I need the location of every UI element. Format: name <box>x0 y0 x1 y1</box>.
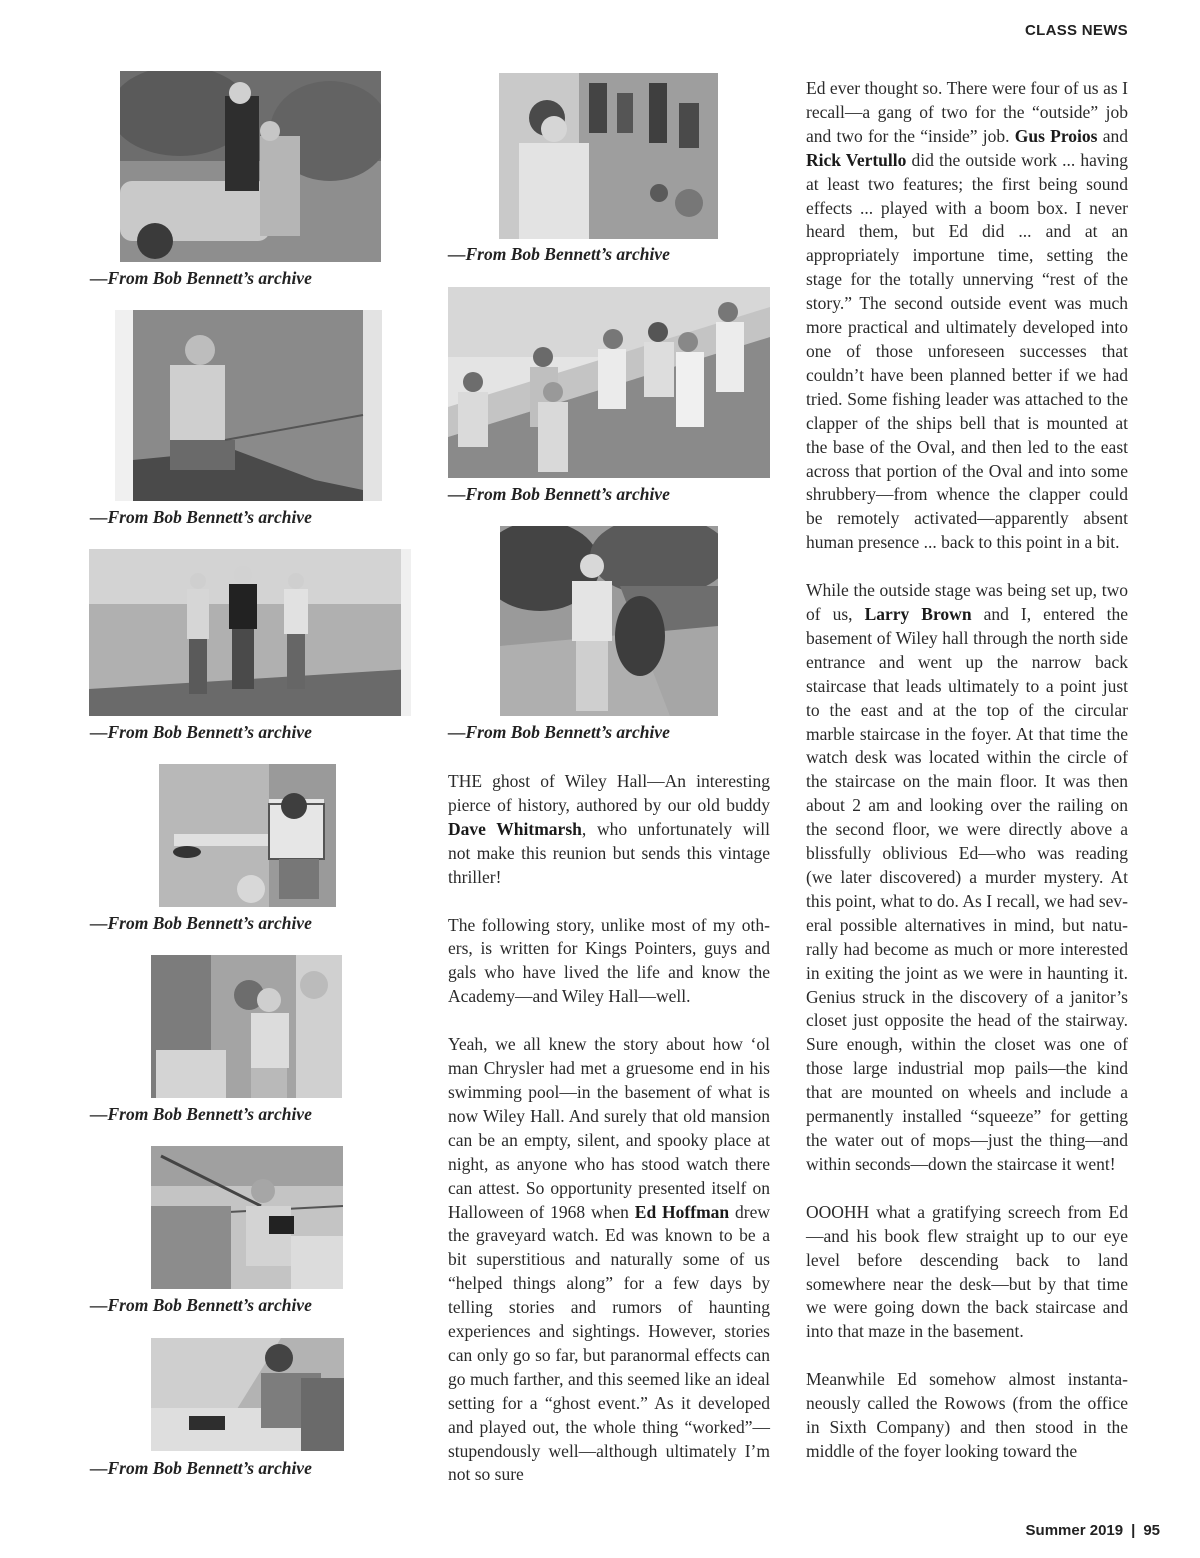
article-paragraph: The following story, unlike most of my others, is written for Kings Pointers, guys and gals who have lived the life and know the Academy—and Wiley Hall—well. <box>448 914 770 1007</box>
photo-man-in-galley <box>151 955 342 1098</box>
page-footer <box>1026 1522 1160 1539</box>
person-name: Larry Brown <box>864 604 972 625</box>
photo-car-trunk <box>120 71 381 262</box>
article-paragraph: While the outside stage was being set up, two of us, Larry Brown and I, entered the basement of Wiley hall through the north side entrance and went up the narrow back staircase that leads ultimately to a point just to the east and at the top of the circular marble staircase in the foyer. At that time the watch desk was located within the circle of the staircase on the main floor. It was then about 2 am and looking over the railing on the second floor, we were directly above a blissfully oblivious Ed—who was reading (we later discovered) a murder mystery. At this point, what to do. As I recall, we had several possible alternatives in mind, but naturally had become as much or more interested in exiting the joint as we were in haunting it. Genius struck in the discovery of a janitor’s closet just opposite the head of the stairway. Sure enough, within the closet was one of those large industrial mop pails—the kind that are mounted on wheels and include a permanently installed “squeeze” for getting the water out of mops—just the thing—and within seconds—down the staircase it went! <box>806 580 1129 1174</box>
person-name: Rick Vertullo <box>806 149 907 170</box>
photo-caption: —From Bob Bennett’s archive <box>90 913 312 933</box>
photo-man-at-control-panel <box>499 73 718 239</box>
photo-man-by-shrubbery <box>500 526 718 716</box>
photo-caption: —From Bob Bennett’s archive <box>90 268 312 288</box>
article-paragraph: Yeah, we all knew the story about how ‘ol man Chrysler had met a gruesome end in his swimming pool—in the basement of what is now Wiley Hall. And surely that old mansion can be an empty, silent, and spooky place at night, as anyone who has stood watch there can attest. So opportunity presented itself on Halloween of 1968 when Ed Hoffman drew the graveyard watch. Ed was known to be a bit superstitious and naturally some of us “helped things along” for a few days by telling stories and rumors of haunting experiences and sightings. However, stories can only go so far, but paranormal effects can go much farther, and this seemed like an ideal setting for a “ghost event.” As it developed and played out, the whole thing “worked”—stupendously well—although ultimately I’m not so sure <box>448 1034 770 1485</box>
article-paragraph: Ed ever thought so. There were four of us as I recall—a gang of two for the “outside” job and two for the “inside” job. Gus Proios and Rick Vertullo did the outside work ... having at least two features; the first being sound effects ... played with a boom box. I never heard them, but Ed did ... and at an appropriately importune time, setting the stage for the totally unnerving “rest of the story.” The second outside event was much more practical and ultimately developed into one of those unforeseen successes that couldn’t have been planned better if we had tried. Some fishing leader was attached to the clapper of the ships bell that is mounted at the base of the Oval, and then led to the east across that portion of the Oval and into some shrubbery—from whence the clapper could be remotely activated—apparently absent human presence ... back to this point in a bit. <box>806 78 1128 553</box>
photo-caption: —From Bob Bennett’s archive <box>448 484 670 504</box>
photo-caption: —From Bob Bennett’s archive <box>90 1458 312 1478</box>
photo-caption: —From Bob Bennett’s archive <box>90 1295 312 1315</box>
photo-man-writing-desk <box>151 1338 344 1451</box>
page-number: 95 <box>1143 1522 1160 1539</box>
photo-man-on-phone-cabin <box>159 764 336 907</box>
photo-caption: —From Bob Bennett’s archive <box>90 1104 312 1124</box>
footer-separator: | <box>1131 1522 1136 1539</box>
article-paragraph: Meanwhile Ed somehow almost instantaneously called the Rowows (from the office in Sixth Company) and then stood in the middle of the foyer looking toward the <box>806 1369 1128 1461</box>
photo-man-with-camera-deck <box>151 1146 343 1289</box>
photo-caption: —From Bob Bennett’s archive <box>90 507 312 527</box>
person-name: Ed Hoffman <box>634 1201 730 1222</box>
person-name: Dave Whitmarsh <box>448 818 582 839</box>
photo-caption: —From Bob Bennett’s archive <box>448 722 670 742</box>
issue-label: Summer 2019 <box>1025 1522 1124 1539</box>
article-column-middle <box>448 770 770 1511</box>
article-column-right <box>806 77 1128 1488</box>
article-paragraph: OOOHH what a gratifying screech from Ed—and his book flew straight up to our eye level before descending back to land somewhere near the desk—but by that time we were going down the back staircase and into that maze in the basement. <box>806 1201 1128 1342</box>
photo-caption: —From Bob Bennett’s archive <box>448 244 670 264</box>
photo-three-men-field <box>89 549 411 716</box>
article-paragraph: THE ghost of Wiley Hall—An interesting pierce of history, authored by our old buddy Dave Whitmarsh, who unfortunately will not make this reunion but sends this vintage thriller! <box>448 771 770 887</box>
photo-man-sitting-outdoors <box>115 310 382 501</box>
section-label: CLASS NEWS <box>1024 22 1128 39</box>
photo-group-on-ship-deck <box>448 287 770 478</box>
person-name: Gus Proios <box>1014 125 1098 146</box>
photo-caption: —From Bob Bennett’s archive <box>90 722 312 742</box>
